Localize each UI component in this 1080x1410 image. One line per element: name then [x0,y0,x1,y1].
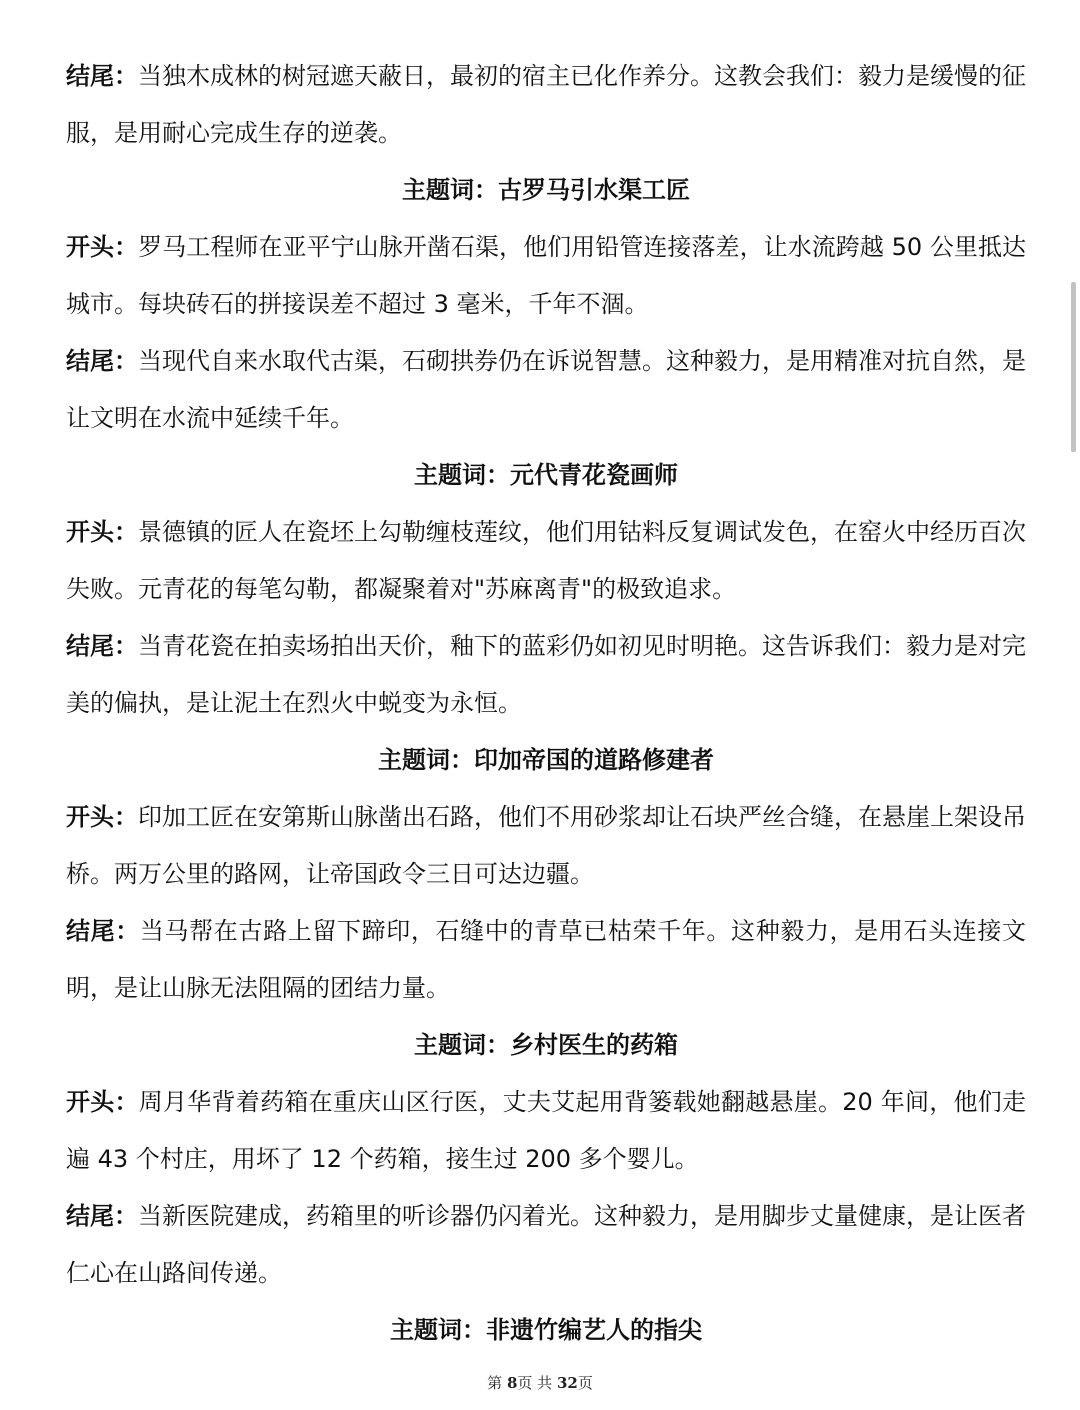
paragraph-label: 开头： [66,1088,139,1116]
paragraph-text: 当独木成林的树冠遮天蔽日，最初的宿主已化作养分。这教会我们：毅力是缓慢的征服，是用耐心完成生存的逆袭。 [66,62,1026,147]
paragraph [66,789,1026,903]
paragraph-text: 周月华背着药箱在重庆山区行医，丈夫艾起用背篓载她翻越悬崖。20 年间，他们走遍 43 个村庄，用坏了 12 个药箱，接生过 200 多个婴儿。 [66,1088,1026,1173]
paragraph-label: 结尾： [66,917,140,945]
current-page-number: 8 [506,1374,518,1392]
footer-suffix: 页 [577,1374,593,1392]
section-heading: 主题词：非遗竹编艺人的指尖 [390,1316,702,1344]
paragraph-text: 当现代自来水取代古渠，石砌拱券仍在诉说智慧。这种毅力，是用精准对抗自然，是让文明在水流中延续千年。 [66,347,1026,432]
footer-prefix: 第 [487,1374,507,1392]
paragraph-text: 当马帮在古路上留下蹄印，石缝中的青草已枯荣千年。这种毅力，是用石头连接文明，是让山脉无法阻隔的团结力量。 [66,917,1027,1002]
paragraph-text: 当新医院建成，药箱里的听诊器仍闪着光。这种毅力，是用脚步丈量健康，是让医者仁心在山路间传递。 [66,1202,1026,1287]
paragraph [66,1074,1026,1188]
paragraph-text: 罗马工程师在亚平宁山脉开凿石渠，他们用铅管连接落差，让水流跨越 50 公里抵达城市。每块砖石的拼接误差不超过 3 毫米，千年不涸。 [66,233,1026,318]
paragraph-label: 开头： [66,518,138,546]
paragraph-text: 当青花瓷在拍卖场拍出天价，釉下的蓝彩仍如初见时明艳。这告诉我们：毅力是对完美的偏执，是让泥土在烈火中蜕变为永恒。 [66,632,1026,717]
paragraph [66,1188,1026,1302]
paragraph-text: 景德镇的匠人在瓷坯上勾勒缠枝莲纹，他们用钴料反复调试发色，在窑火中经历百次失败。元青花的每笔勾勒，都凝聚着对"苏麻离青"的极致追求。 [66,518,1026,603]
paragraph [66,333,1026,447]
paragraph [66,48,1026,162]
paragraph-label: 开头： [66,233,139,261]
paragraph-text: 印加工匠在安第斯山脉凿出石路，他们不用砂浆却让石块严丝合缝，在悬崖上架设吊桥。两万公里的路网，让帝国政令三日可达边疆。 [66,803,1026,888]
section-heading: 主题词：古罗马引水渠工匠 [402,176,690,204]
paragraph [66,903,1026,1017]
paragraph [66,219,1026,333]
paragraph-label: 开头： [66,803,138,831]
paragraph [66,618,1026,732]
section-heading: 主题词：印加帝国的道路修建者 [378,746,714,774]
paragraph-label: 结尾： [66,62,138,90]
document-body [66,48,1026,1359]
paragraph-label: 结尾： [66,1202,138,1230]
paragraph-label: 结尾： [66,632,138,660]
footer-middle: 页 共 [517,1374,557,1392]
section-heading: 主题词：乡村医生的药箱 [414,1031,678,1059]
paragraph [66,504,1026,618]
paragraph-label: 结尾： [66,347,138,375]
scrollbar-thumb[interactable] [1071,282,1076,452]
section-heading: 主题词：元代青花瓷画师 [414,461,678,489]
page-footer [0,1372,1080,1393]
total-page-number: 32 [556,1374,578,1392]
